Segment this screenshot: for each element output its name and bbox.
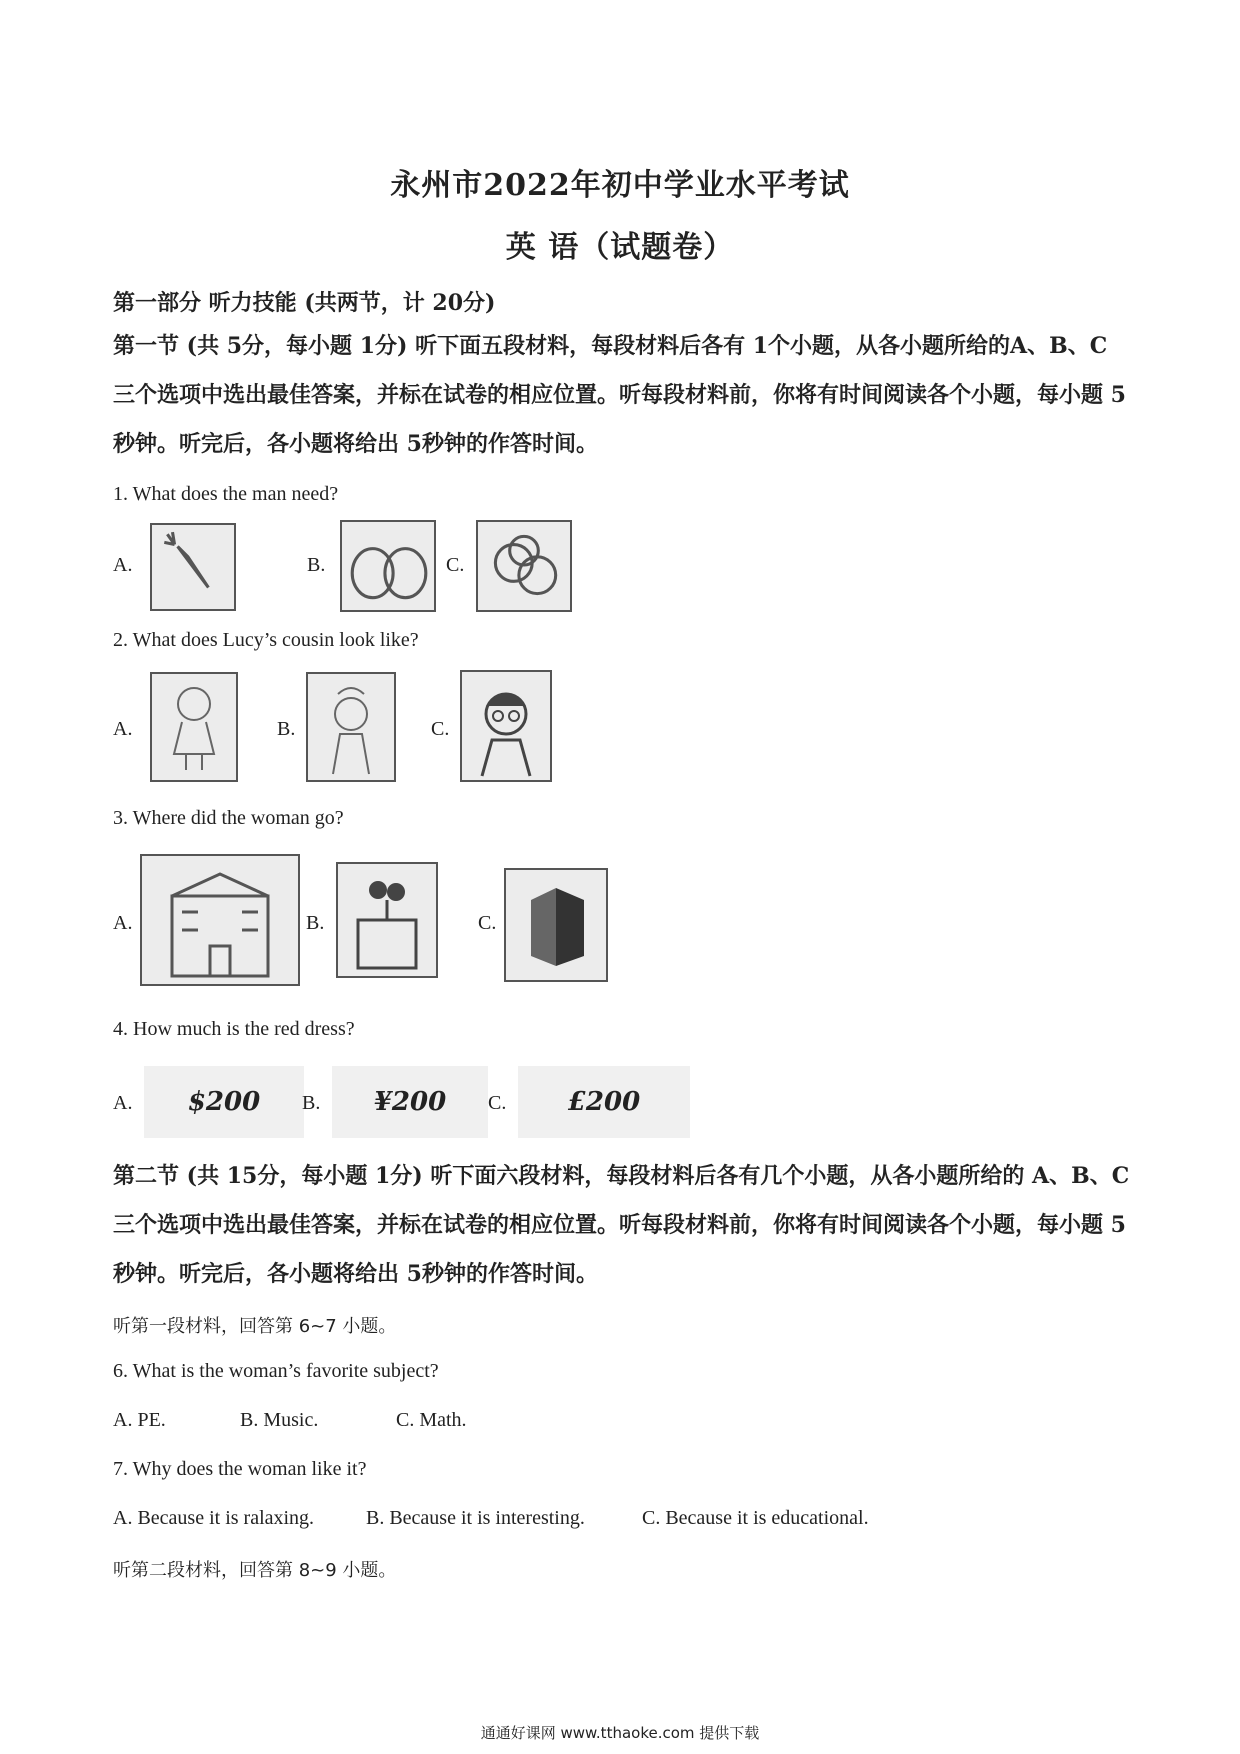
q7-option-b[interactable]: B. Because it is interesting.	[366, 1507, 585, 1529]
q2-option-b-label[interactable]: B.	[277, 718, 296, 740]
tall-building-icon[interactable]	[504, 868, 608, 982]
part1-heading: 第一部分 听力技能 (共两节，计 20分)	[113, 290, 496, 316]
q3-option-b-label[interactable]: B.	[306, 912, 325, 934]
section2-instructions: 第二节 (共 15分，每小题 1分) 听下面六段材料，每段材料后各有几个小题，从各小题所给的 A、B、C 三个选项中选出最佳答案，并标在试卷的相应位置。听每段材料前，你将有时间阅读各个小题，每小题 5秒钟。听完后，各小题将给出 5秒钟的作答时间。	[113, 1163, 1130, 1287]
price-dollar: $200	[187, 1087, 261, 1117]
price-pound: £200	[567, 1087, 641, 1117]
q3-option-c-label[interactable]: C.	[478, 912, 497, 934]
q1-option-b-label[interactable]: B.	[307, 554, 326, 576]
q7-option-a[interactable]: A. Because it is ralaxing.	[113, 1507, 315, 1529]
boy-glasses-icon[interactable]	[460, 670, 552, 782]
q2-option-c-label[interactable]: C.	[431, 718, 450, 740]
girl-short-hair-icon[interactable]	[306, 672, 396, 782]
q7-option-c[interactable]: C. Because it is educational.	[642, 1507, 869, 1529]
q1-option-a-label[interactable]: A.	[113, 554, 133, 576]
flower-shop-icon[interactable]	[336, 862, 438, 978]
page-subtitle: 英 语（试题卷）	[505, 230, 735, 265]
potato-icon[interactable]	[476, 520, 572, 612]
q6-option-b[interactable]: B. Music.	[240, 1409, 319, 1431]
page-footer: 通通好课网 www.tthaoke.com 提供下载	[480, 1724, 760, 1742]
price-tag-pound[interactable]	[518, 1066, 690, 1138]
tomato-icon[interactable]	[340, 520, 436, 612]
question-2-stem: 2. What does Lucy’s cousin look like?	[113, 629, 419, 651]
section1-instructions: 第一节 (共 5分，每小题 1分) 听下面五段材料，每段材料后各有 1个小题，从各小题所给的A、B、C 三个选项中选出最佳答案，并标在试卷的相应位置。听每段材料前，你将有时间阅读各个小题，每小题 5秒钟。听完后，各小题将给出 5秒钟的作答时间。	[113, 333, 1126, 457]
question-6-stem: 6. What is the woman’s favorite subject?	[113, 1360, 439, 1382]
girl-long-hair-icon[interactable]	[150, 672, 238, 782]
price-tag-yuan[interactable]	[332, 1066, 488, 1138]
q4-option-b-label[interactable]: B.	[302, 1092, 321, 1114]
q1-option-c-label[interactable]: C.	[446, 554, 465, 576]
question-3-stem: 3. Where did the woman go?	[113, 807, 344, 829]
q4-option-c-label[interactable]: C.	[488, 1092, 507, 1114]
question-7-stem: 7. Why does the woman like it?	[113, 1458, 367, 1480]
material-2-label: 听第二段材料，回答第 8~9 小题。	[113, 1560, 397, 1581]
material-1-label: 听第一段材料，回答第 6~7 小题。	[113, 1316, 397, 1337]
q2-option-a-label[interactable]: A.	[113, 718, 133, 740]
price-yuan: ¥200	[373, 1087, 447, 1117]
q6-option-c[interactable]: C. Math.	[396, 1409, 467, 1431]
q6-option-a[interactable]: A. PE.	[113, 1409, 166, 1431]
carrot-icon[interactable]	[150, 523, 236, 611]
question-1-stem: 1. What does the man need?	[113, 483, 339, 505]
question-4-stem: 4. How much is the red dress?	[113, 1018, 355, 1040]
page-title: 永州市2022年初中学业水平考试	[390, 168, 850, 203]
q4-option-a-label[interactable]: A.	[113, 1092, 133, 1114]
q3-option-a-label[interactable]: A.	[113, 912, 133, 934]
school-building-icon[interactable]	[140, 854, 300, 986]
price-tag-dollar[interactable]	[144, 1066, 304, 1138]
